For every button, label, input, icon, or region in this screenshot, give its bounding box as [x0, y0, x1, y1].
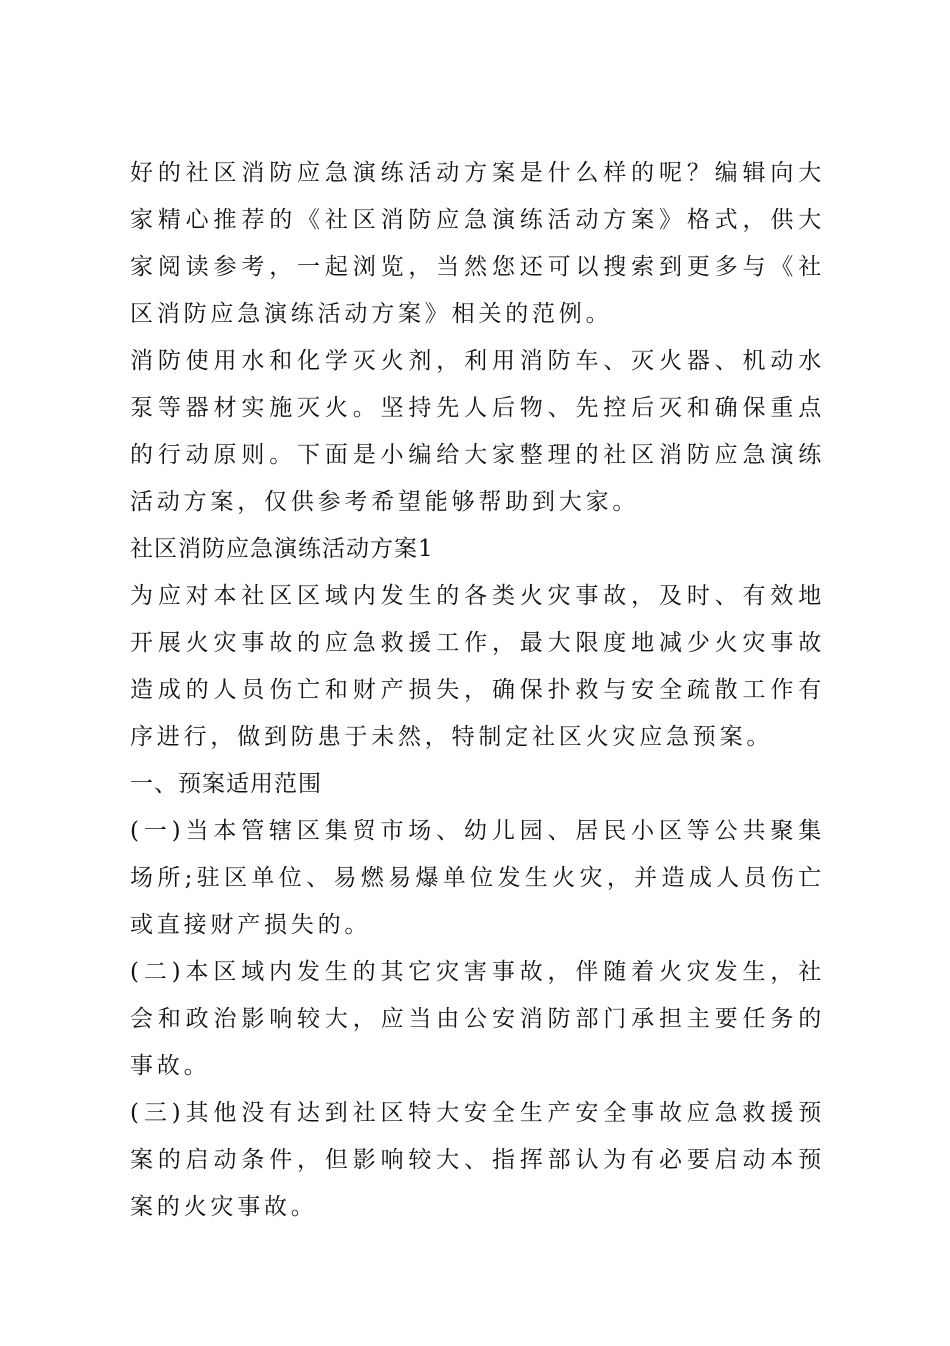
document-body — [130, 150, 825, 1231]
scope-item-1: (一)当本管辖区集贸市场、幼儿园、居民小区等公共聚集场所;驻区单位、易燃易爆单位发生火灾，并造成人员伤亡或直接财产损失的。 — [130, 818, 825, 938]
scope-item-3: (三)其他没有达到社区特大安全生产安全事故应急救援预案的启动条件，但影响较大、指挥部认为有必要启动本预案的火灾事故。 — [130, 1100, 825, 1220]
fire-fighting-paragraph: 消防使用水和化学灭火剂，利用消防车、灭火器、机动水泵等器材实施灭火。坚持先人后物、先控后灭和确保重点的行动原则。下面是小编给大家整理的社区消防应急演练活动方案，仅供参考希望能够帮助到大家。 — [130, 348, 825, 515]
section-heading-scope: 一、预案适用范围 — [130, 771, 322, 797]
plan-title: 社区消防应急演练活动方案1 — [130, 536, 434, 562]
purpose-paragraph: 为应对本社区区域内发生的各类火灾事故，及时、有效地开展火灾事故的应急救援工作，最大限度地减少火灾事故造成的人员伤亡和财产损失，确保扑救与安全疏散工作有序进行，做到防患于未然，特制定社区火灾应急预案。 — [130, 583, 825, 750]
intro-paragraph: 好的社区消防应急演练活动方案是什么样的呢？编辑向大家精心推荐的《社区消防应急演练活动方案》格式，供大家阅读参考，一起浏览，当然您还可以搜索到更多与《社区消防应急演练活动方案》相关的范例。 — [130, 160, 825, 327]
scope-item-2: (二)本区域内发生的其它灾害事故，伴随着火灾发生，社会和政治影响较大，应当由公安消防部门承担主要任务的事故。 — [130, 959, 825, 1079]
